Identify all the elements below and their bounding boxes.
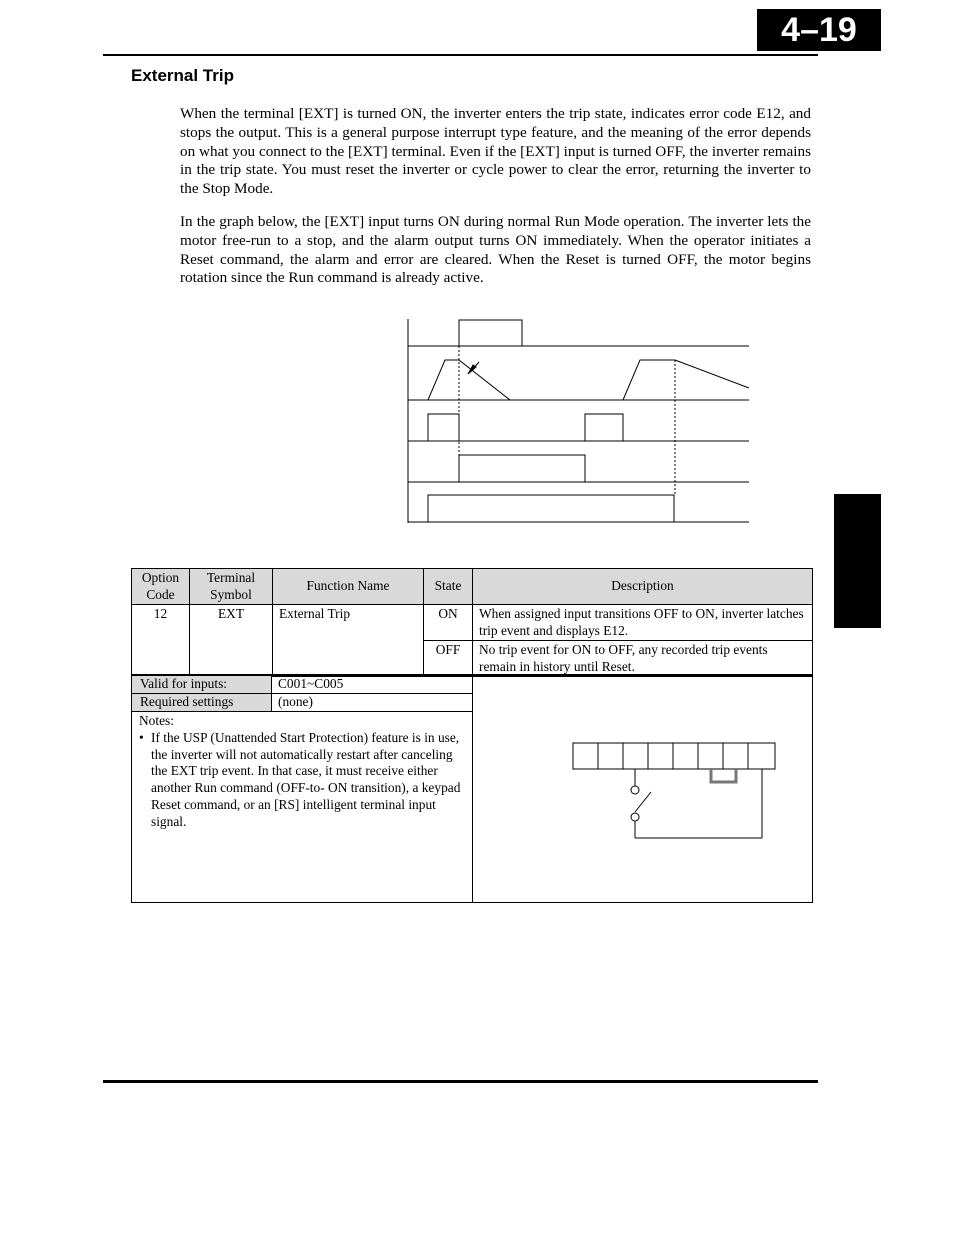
notes-label: Notes: <box>139 713 174 728</box>
state-off-cell: OFF <box>424 641 473 677</box>
note-item: • If the USP (Unattended Start Protection) feature is in use, the inverter will not automatically restart after canceling the EXT trip event. In that case, it must receive either another Run command (OFF-to- ON transition), a keypad Reset command, or an [RS] intelligent terminal input signal. <box>151 730 467 831</box>
state-on-description: When assigned input transitions OFF to ON, inverter latches trip event and displays E12. <box>473 605 813 641</box>
header-function-name: Function Name <box>273 569 424 605</box>
header-option-code: Option Code <box>132 569 190 605</box>
section-title: External Trip <box>131 66 234 85</box>
valid-inputs-value: C001~C005 <box>278 676 344 691</box>
page-number: 4–19 <box>757 9 881 51</box>
motor-speed-curve <box>428 360 510 400</box>
ext-pulse <box>459 320 522 346</box>
valid-inputs-label: Valid for inputs: <box>132 676 272 693</box>
jumper-bar <box>711 769 736 782</box>
header-terminal-symbol: Terminal Symbol <box>190 569 273 605</box>
valid-inputs-row <box>132 676 472 694</box>
state-on-cell: ON <box>424 605 473 641</box>
header-state: State <box>424 569 473 605</box>
intro-paragraph: When the terminal [EXT] is turned ON, the inverter enters the trip state, indicates error code E12, and stops the output. This is a general purpose interrupt type feature, and the meaning of the error depends on what you connect to the [EXT] terminal. Even if the [EXT] input is turned OFF, the inverter remains in the trip state. You must reset the inverter or cycle power to clear the error, returning the inverter to the Stop Mode. <box>180 105 811 198</box>
header-rule <box>103 54 818 56</box>
settings-box <box>131 674 813 903</box>
function-table <box>131 568 813 677</box>
chapter-tab <box>834 494 881 628</box>
settings-left-panel <box>132 676 473 902</box>
terminal-strip <box>573 743 775 769</box>
required-settings-label: Required settings <box>132 694 272 711</box>
required-settings-value: (none) <box>278 694 313 709</box>
required-settings-row <box>132 694 472 712</box>
header-description: Description <box>473 569 813 605</box>
notes <box>139 713 467 831</box>
motor-speed-restart <box>623 360 749 400</box>
option-code-cell: 12 <box>132 605 190 677</box>
graph-description-paragraph: In the graph below, the [EXT] input turns ON during normal Run Mode operation. The inverter lets the motor free-run to a stop, and the alarm output turns ON immediately. When the operator initiates a Reset command, the alarm and error are cleared. When the Reset is turned OFF, the motor begins rotation since the Run command is already active. <box>180 213 811 287</box>
footer-rule <box>103 1080 818 1083</box>
terminal-symbol-cell: EXT <box>190 605 273 677</box>
run-pulse <box>428 495 674 522</box>
table-row <box>132 605 813 641</box>
reset-pulse-1 <box>428 414 459 441</box>
timing-diagram <box>400 316 752 528</box>
reset-pulse-2 <box>585 414 623 441</box>
state-off-description: No trip event for ON to OFF, any recorded trip events remain in history until Reset. <box>473 641 813 677</box>
function-name-cell: External Trip <box>273 605 424 677</box>
alarm-pulse <box>459 455 585 482</box>
terminal-wiring-diagram <box>572 742 778 846</box>
switch-lever <box>635 792 651 812</box>
switch-contact-bottom <box>631 813 639 821</box>
switch-contact-top <box>631 786 639 794</box>
